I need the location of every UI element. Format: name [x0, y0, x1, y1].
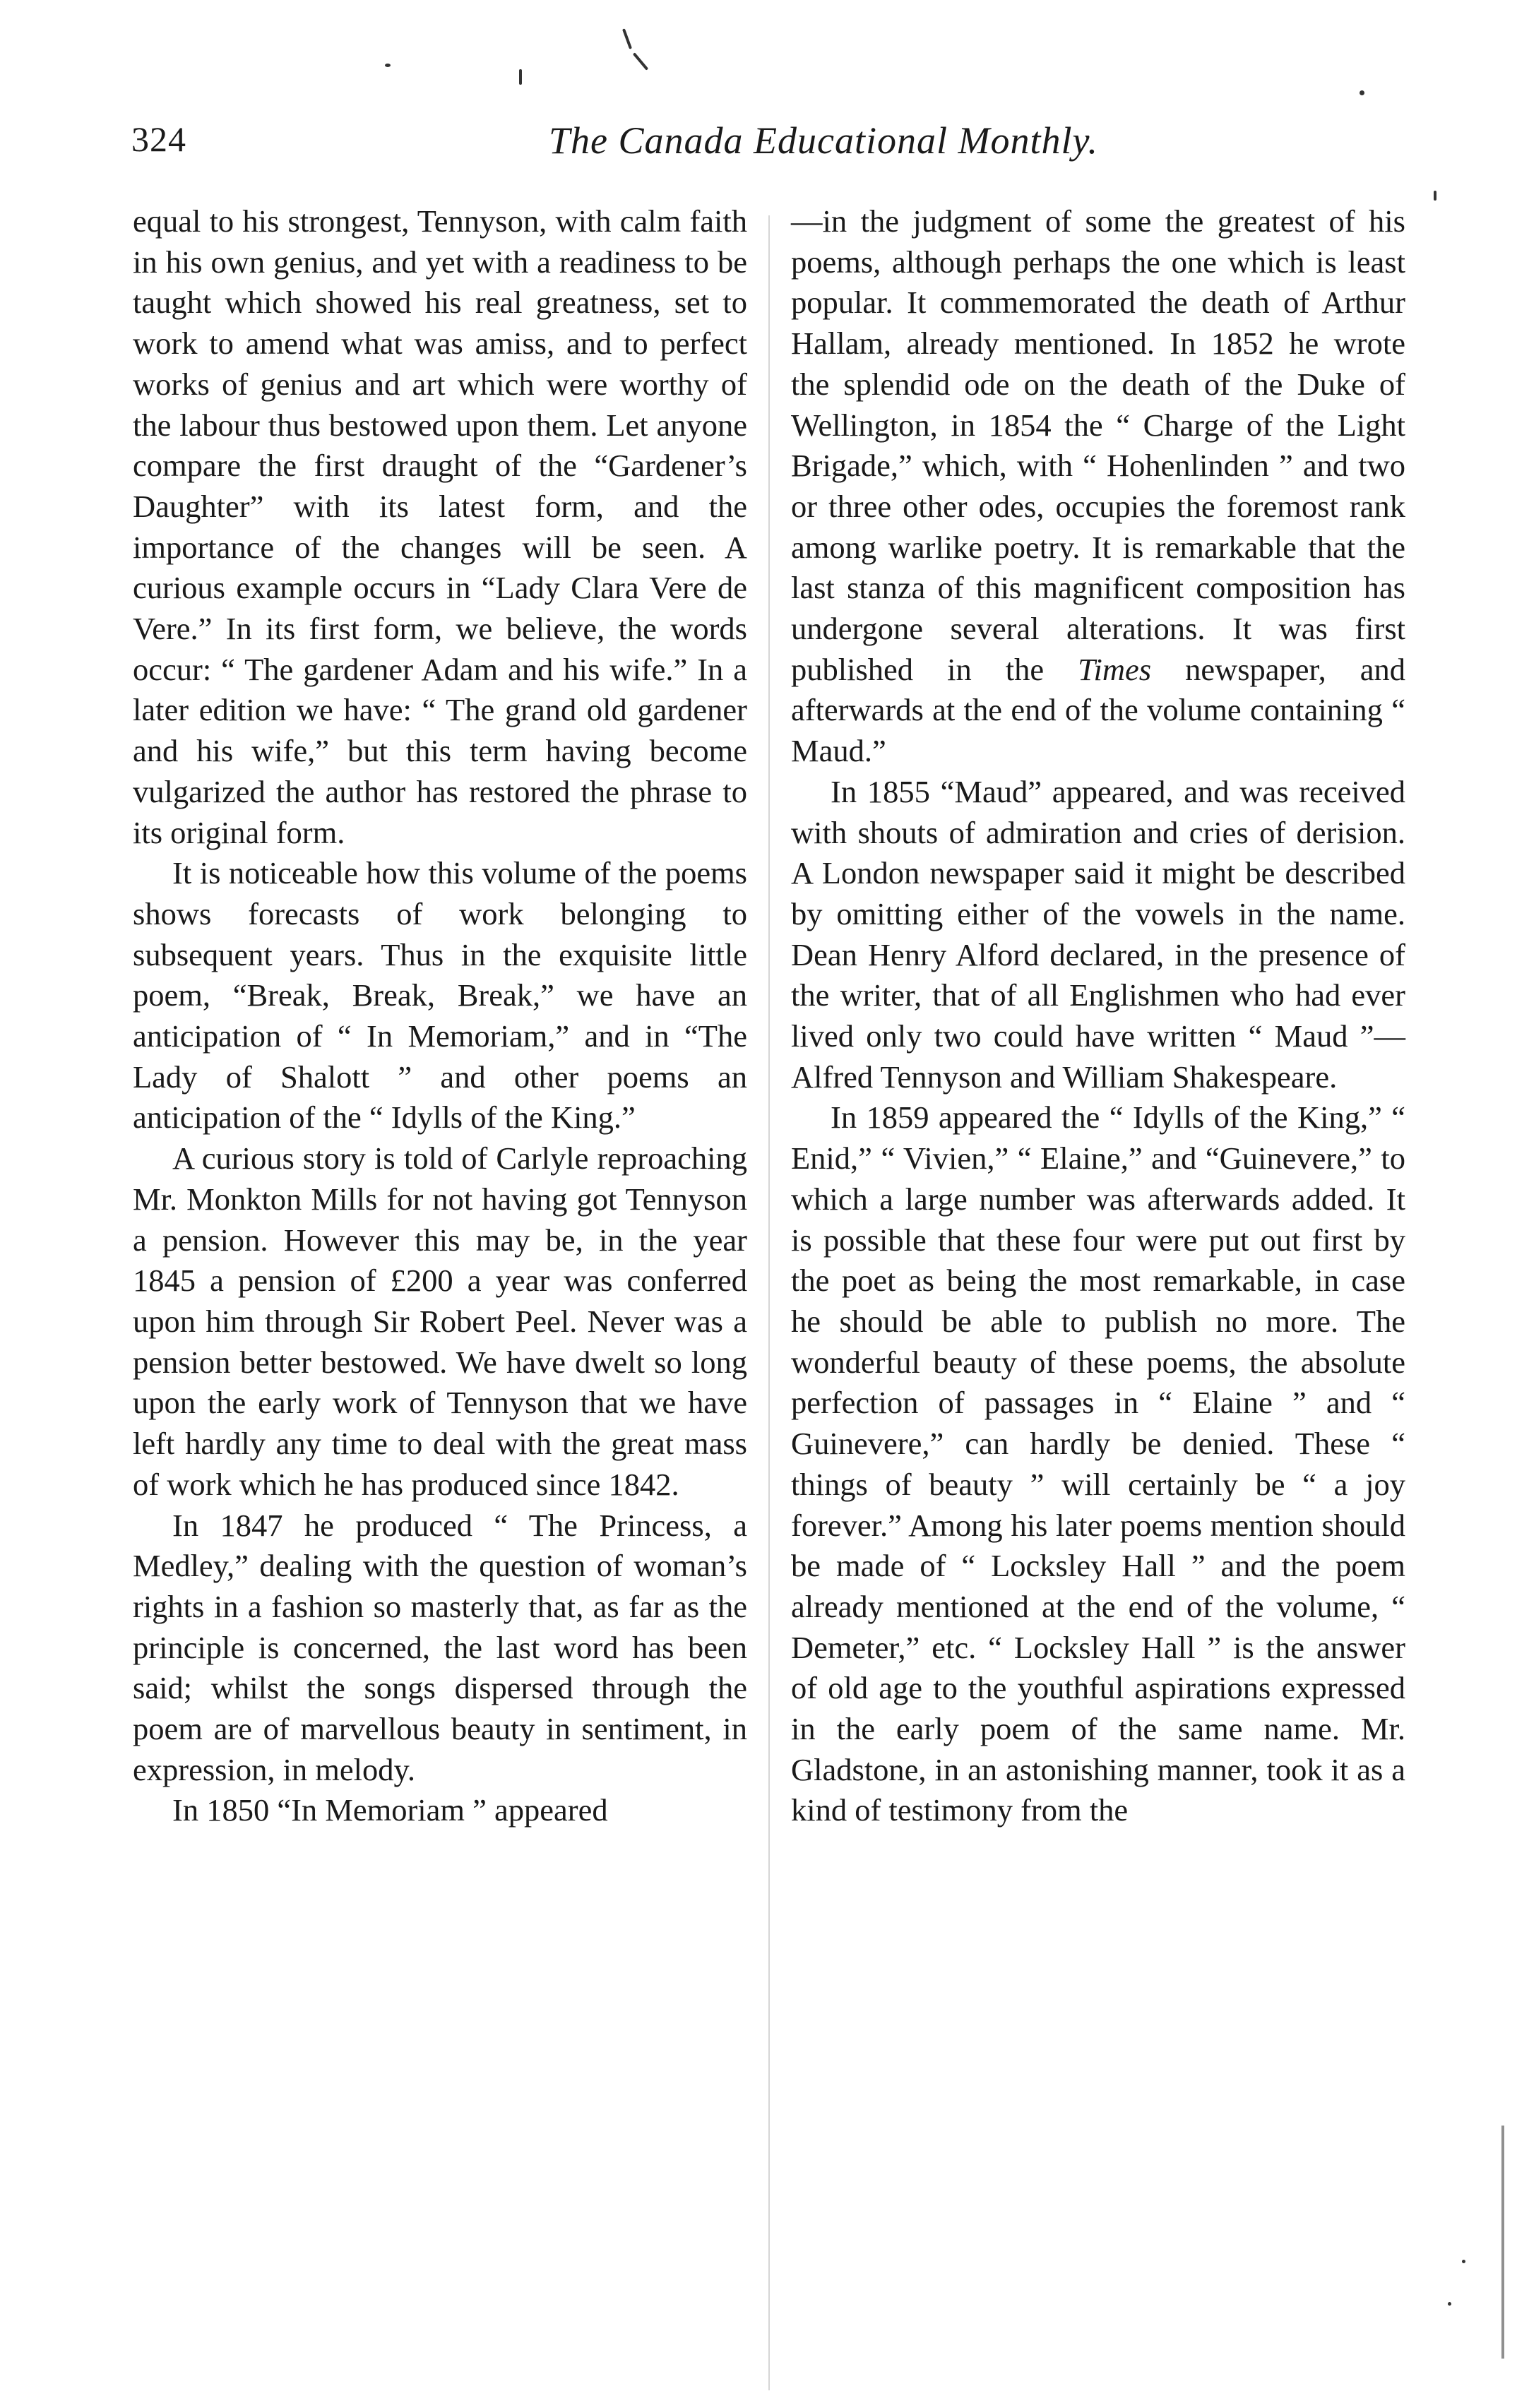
page-header	[131, 119, 1459, 175]
right-paragraph-1	[791, 201, 1405, 772]
right-paragraph-2: In 1855 “Maud” appeared, and was received with shouts of admiration and cries of derision. A London newspaper said it might be described by omitting either of the vowels in the name. Dean Henry Alford declared, in the presence of the writer, that of all Englishmen who had ever lived only two could have written “ Maud ”—Alfred Tennyson and William Shakespeare.	[791, 773, 1405, 1095]
running-title: The Canada Educational Monthly.	[549, 119, 1098, 162]
right-paragraph-1-text-b: newspaper, and afterwards at the end of the volume containing “ Maud.”	[791, 651, 1405, 769]
page-edge-shadow	[1501, 2126, 1504, 2359]
left-paragraph-1: equal to his strongest, Tennyson, with calm faith in his own genius, and yet with a readiness to be taught which showed his real greatness, set to work to amend what was amiss, and to perfect works of genius and art which were worthy of the labour thus bestowed upon them. Let anyone compare the first draught of the “Gardener’s Daughter” with its latest form, and the importance of the changes will be seen. A curious example occurs in “Lady Clara Vere de Vere.” In its first form, we believe, the words occur: “ The gardener Adam and his wife.” In a later edition we have: “ The grand old gardener and his wife,” but this term having become vulgarized the author has restored the phrase to its original form.	[133, 203, 747, 850]
scan-speck	[519, 69, 522, 85]
scan-speck	[622, 28, 632, 49]
scan-speck	[1360, 90, 1364, 95]
left-paragraph-2: It is noticeable how this volume of the poems shows forecasts of work belonging to subsequent years. Thus in the exquisite little poem, “Break, Break, Break,” we have an anticipation of “ In Memoriam,” and in “The Lady of Shalott ” and other poems an anticipation of the “ Idylls of the King.”	[133, 855, 747, 1136]
scan-speck	[1448, 2302, 1451, 2306]
scan-speck	[633, 52, 648, 71]
right-column	[791, 201, 1405, 1831]
left-paragraph-3: A curious story is told of Carlyle reproaching Mr. Monkton Mills for not having got Tennyson a pension. However this may be, in the year 1845 a pension of £200 a year was conferred upon him through Sir Robert Peel. Never was a pension better bestowed. We have dwelt so long upon the early work of Tennyson that we have left hardly any time to deal with the great mass of work which he has produced since 1842.	[133, 1140, 747, 1502]
right-paragraph-1-text-a: —in the judgment of some the greatest of his poems, although perhaps the one which is least popular. It commemorated the death of Arthur Hallam, already mentioned. In 1852 he wrote the splendid ode on the death of the Duke of Wellington, in 1854 the “ Charge of the Light Brigade,” which, with “ Hohenlinden ” and two or three other odes, occupies the foremost rank among warlike poetry. It is remarkable that the last stanza of this magnificent composition has undergone several alterations. It was first published in the	[791, 203, 1405, 687]
scan-speck	[385, 64, 391, 67]
scan-speck	[1434, 191, 1436, 201]
column-divider	[768, 215, 770, 2390]
left-column	[133, 201, 747, 1831]
left-paragraph-4: In 1847 he produced “ The Princess, a Medley,” dealing with the question of woman’s rights in a fashion so masterly that, as far as the principle is concerned, the last word has been said; whilst the songs dispersed through the poem are of marvellous beauty in sentiment, in expression, in melody.	[133, 1507, 747, 1787]
scan-speck	[1462, 2260, 1465, 2263]
left-paragraph-5: In 1850 “In Memoriam ” appeared	[172, 1792, 608, 1828]
right-paragraph-3: In 1859 appeared the “ Idylls of the King,” “ Enid,” “ Vivien,” “ Elaine,” and “Guinevere,” to which a large number was afterwards added. It is possible that these four were put out first by the poet as being the most remarkable, in case he should be able to publish no more. The wonderful beauty of these poems, the absolute perfection of passages in “ Elaine ” and “ Guinevere,” can hardly be denied. These “ things of beauty ” will certainly be “ a joy forever.” Among his later poems mention should be made of “ Locksley Hall ” and the poem already mentioned at the end of the volume, “ Demeter,” etc. “ Locksley Hall ” is the answer of old age to the youthful aspirations expressed in the early poem of the same name. Mr. Gladstone, in an astonishing manner, took it as a kind of testimony from the	[791, 1099, 1405, 1828]
page-number: 324	[131, 119, 186, 159]
times-newspaper-title: Times	[1078, 651, 1152, 687]
